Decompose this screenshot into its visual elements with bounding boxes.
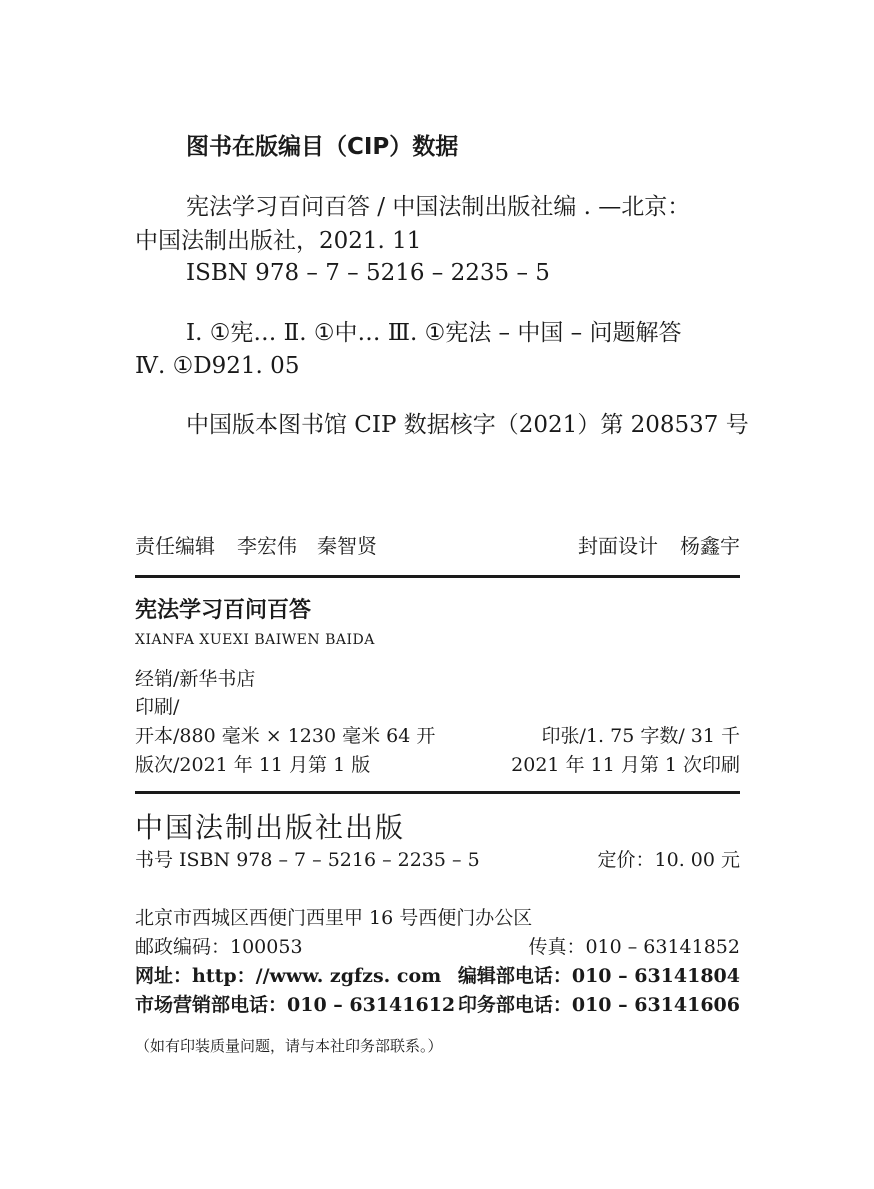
book-title-pinyin: XIANFA XUEXI BAIWEN BAIDA xyxy=(135,632,375,648)
distributor: 经销/新华书店 xyxy=(135,668,256,690)
printer: 印刷/ xyxy=(135,696,180,718)
book-number: 书号 ISBN 978 – 7 – 5216 – 2235 – 5 xyxy=(135,849,480,871)
publisher-name: 中国法制出版社出版 xyxy=(135,811,406,844)
cip-title-line-2: 中国法制出版社，2021. 11 xyxy=(135,228,422,254)
cip-title-line-1: 宪法学习百问百答 / 中国法制出版社编 . —北京： xyxy=(186,194,691,220)
sheets-words: 印张/1. 75 字数/ 31 千 xyxy=(541,725,740,747)
format: 开本/880 毫米 × 1230 毫米 64 开 xyxy=(135,725,436,747)
printing-phone: 印务部电话：010 – 63141606 xyxy=(457,994,740,1016)
divider-bottom xyxy=(135,791,740,794)
divider-top xyxy=(135,575,740,578)
fax: 传真：010 – 63141852 xyxy=(528,936,740,958)
price: 定价：10. 00 元 xyxy=(597,849,740,871)
cover-design-credit xyxy=(578,536,740,556)
quality-notice: （如有印装质量问题，请与本社印务部联系。） xyxy=(135,1037,443,1055)
editorial-phone: 编辑部电话：010 – 63141804 xyxy=(457,965,740,987)
marketing-phone: 市场营销部电话：010 – 63141612 xyxy=(135,994,456,1016)
editor-names: 李宏伟 秦智贤 xyxy=(237,534,377,558)
cip-heading: 图书在版编目（CIP）数据 xyxy=(186,134,459,160)
editor-label: 责任编辑 xyxy=(135,534,215,558)
postcode: 邮政编码：100053 xyxy=(135,936,303,958)
cover-name: 杨鑫宇 xyxy=(680,534,740,558)
book-title: 宪法学习百问百答 xyxy=(135,598,312,623)
cip-subject-line-1: Ⅰ. ①宪… Ⅱ. ①中… Ⅲ. ①宪法 – 中国 – 问题解答 xyxy=(186,320,682,346)
edition: 版次/2021 年 11 月第 1 版 xyxy=(135,754,371,776)
printing: 2021 年 11 月第 1 次印刷 xyxy=(511,754,740,776)
cip-subject-line-2: Ⅳ. ①D921. 05 xyxy=(135,353,300,379)
cover-label: 封面设计 xyxy=(578,534,658,558)
address: 北京市西城区西便门西里甲 16 号西便门办公区 xyxy=(135,907,533,929)
cip-record-number: 中国版本图书馆 CIP 数据核字（2021）第 208537 号 xyxy=(186,412,749,438)
cip-isbn: ISBN 978 – 7 – 5216 – 2235 – 5 xyxy=(186,260,550,286)
editor-credit xyxy=(135,536,377,556)
website: 网址：http：//www. zgfzs. com xyxy=(135,965,442,987)
